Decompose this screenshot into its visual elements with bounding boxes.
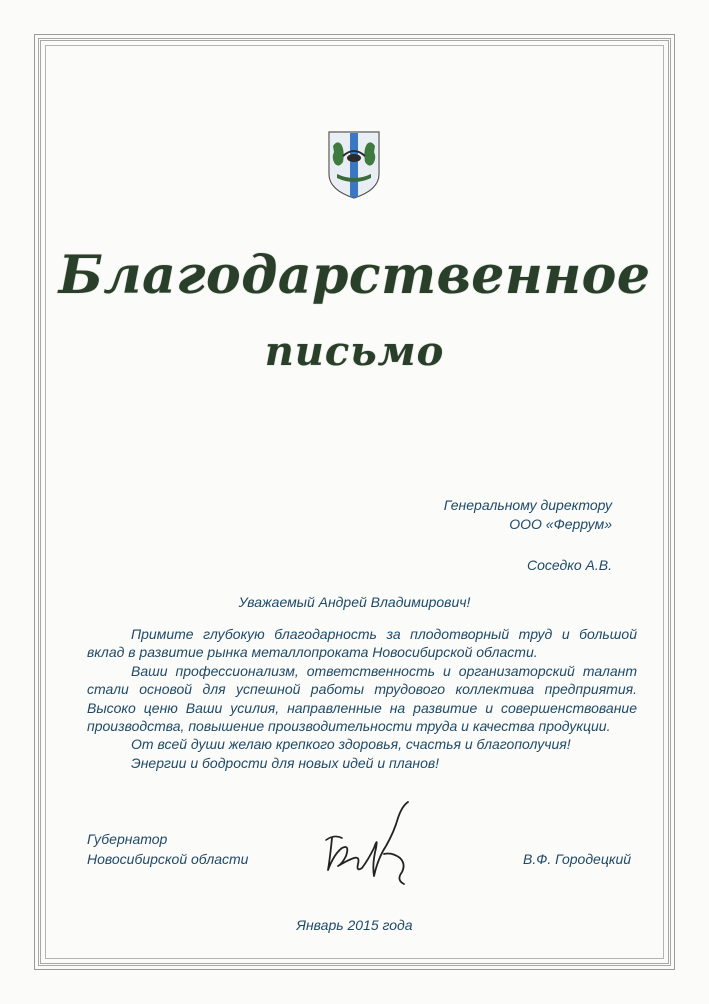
signatory-name: В.Ф. Городецкий (523, 851, 632, 867)
body-paragraph: Примите глубокую благодарность за плодотворный труд и большой вклад в развитие рынка металлопроката Новосибирской области. (87, 626, 637, 661)
handwritten-signature-icon (312, 798, 422, 893)
body-paragraph: От всей души желаю крепкого здоровья, счастья и благополучия! (131, 736, 571, 753)
body-paragraph: Энергии и бодрости для новых идей и планов! (131, 754, 440, 771)
coat-of-arms-icon (325, 128, 383, 200)
letter-body (87, 625, 637, 772)
addressee-position: Генеральному директору (443, 497, 612, 513)
addressee-company: ООО «Феррум» (509, 516, 612, 532)
salutation: Уважаемый Андрей Владимирович! (238, 594, 471, 610)
signatory-title-line2: Новосибирской области (87, 851, 249, 867)
letter-title-line1: Благодарственное (58, 245, 651, 306)
letter-date: Январь 2015 года (296, 917, 413, 933)
addressee-name: Соседко А.В. (526, 557, 612, 573)
body-paragraph: Ваши профессионализм, ответственность и организаторский талант стали основой для успешной работы трудового коллектива предприятия. Высоко ценю Ваши усилия, направленные на развитие и совершенствование производства, повышение производительности труда и качества продукции. (87, 662, 637, 735)
letter-title-line2: письмо (264, 328, 445, 375)
signatory-title-line1: Губернатор (87, 831, 168, 847)
